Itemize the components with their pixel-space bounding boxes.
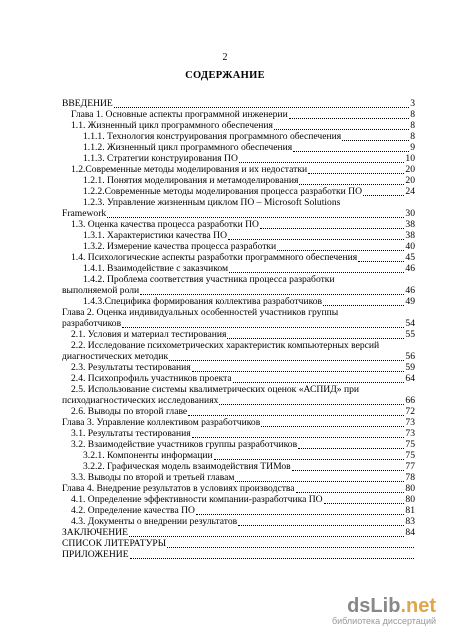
- toc-leader-dots: [239, 154, 405, 163]
- toc-entry: [62, 462, 415, 473]
- toc-entry-label: 1.1.3. Стратегии конструирования ПО: [83, 153, 238, 165]
- page-number: 2: [222, 52, 228, 63]
- toc-leader-dots: [192, 429, 405, 438]
- toc-entry-label: 2.6. Выводы по второй главе: [71, 405, 188, 417]
- toc-page-number: 49: [405, 295, 415, 307]
- toc-entry-label: 2.1. Условия и материал тестирования: [71, 328, 227, 340]
- toc-leader-dots: [107, 209, 404, 218]
- toc-page-number: 73: [405, 416, 415, 428]
- toc-entry-text: 1.4.2. Проблема соответствия участника процесса разработки: [83, 273, 335, 285]
- toc-page-number: 3: [410, 98, 415, 110]
- toc-leader-dots: [274, 121, 409, 130]
- toc-entry-text: 1.2.3. Управление жизненным циклом ПО – Microsoft Solutions: [83, 197, 341, 208]
- toc-entry: [62, 506, 415, 517]
- toc-leader-dots: [296, 484, 405, 493]
- toc-entry-label: 3.2.1. Компоненты информации: [83, 449, 213, 461]
- toc-entry: [62, 484, 415, 495]
- toc-entry-label: 4.1. Определение эффективности компании-разработчика ПО: [71, 493, 323, 505]
- toc-entry-label: 3.2. Взаимодействие участников группы разработчиков: [71, 438, 298, 450]
- toc-entry: [62, 495, 415, 506]
- toc-entry-label: 1.3. Оценка качества процесса разработки ПО: [71, 219, 259, 230]
- toc-page-number: 20: [405, 175, 415, 187]
- watermark-logo-main: dsLib: [347, 595, 401, 617]
- toc-page-number: 73: [405, 427, 415, 439]
- toc-entry: [62, 396, 415, 407]
- toc-entry-label: 4.3. Документы о внедрении результатов: [71, 515, 238, 527]
- toc-entry: [62, 517, 415, 528]
- toc-entry-label: 1.2.1. Понятия моделирования и метамоделирования: [83, 175, 299, 187]
- toc-leader-dots: [167, 539, 414, 548]
- toc-entry: [62, 352, 415, 363]
- toc-entry-label: Глава 1. Основные аспекты программной инженерии: [71, 109, 288, 121]
- toc-entry-label: Глава 4. Внедрение результатов в условиях производства: [62, 482, 295, 494]
- toc-page-number: 9: [410, 142, 415, 154]
- toc-page-number: 8: [410, 120, 415, 132]
- toc-entry-text: 2.5. Использование системы квалиметрических оценок «АСПИД» при: [71, 383, 360, 395]
- toc-leader-dots: [235, 473, 404, 482]
- toc-leader-dots: [308, 165, 404, 174]
- toc-entry-label: выполняемой роли: [62, 284, 140, 296]
- toc-page-number: 30: [405, 208, 415, 219]
- toc-entry-label: 1.1. Жизненный цикл программного обеспечения: [71, 120, 273, 132]
- toc-leader-dots: [130, 550, 414, 559]
- toc-entry: [62, 550, 415, 561]
- toc-leader-dots: [196, 506, 404, 515]
- table-of-contents: [62, 99, 415, 561]
- toc-page-number: 72: [405, 405, 415, 417]
- toc-entry-label: психодиагностических исследованиях: [62, 394, 219, 406]
- toc-leader-dots: [229, 264, 404, 273]
- toc-page-number: 38: [405, 230, 415, 241]
- toc-page-number: 20: [405, 164, 415, 176]
- toc-leader-dots: [192, 363, 405, 372]
- toc-page-number: 84: [405, 526, 415, 538]
- toc-page-number: 75: [405, 449, 415, 461]
- toc-leader-dots: [261, 418, 404, 427]
- toc-entry-label: 3.1. Результаты тестирования: [71, 427, 191, 439]
- watermark-subtitle: библиотека диссертаций: [331, 616, 436, 626]
- toc-entry: [62, 473, 415, 484]
- toc-page-number: 81: [405, 504, 415, 516]
- toc-page-number: 24: [405, 186, 415, 198]
- toc-entry: [62, 429, 415, 440]
- toc-page-number: 80: [405, 482, 415, 494]
- toc-entry-label: 1.4.3.Специфика формирования коллектива разработчиков: [83, 295, 323, 307]
- toc-page-number: 8: [410, 131, 415, 143]
- toc-entry-label: Глава 3. Управление коллективом разработчиков: [62, 416, 261, 428]
- toc-leader-dots: [299, 176, 404, 185]
- toc-leader-dots: [298, 440, 404, 449]
- toc-page-number: 56: [405, 350, 415, 362]
- toc-page-number: 59: [405, 361, 415, 373]
- toc-entry: [62, 363, 415, 374]
- toc-page-number: 10: [405, 153, 415, 165]
- toc-page-number: 55: [405, 328, 415, 340]
- toc-page-number: 78: [405, 471, 415, 483]
- toc-entry-label: 1.1.1. Технология конструирования программного обеспечения: [83, 131, 342, 143]
- toc-entry-label: ЗАКЛЮЧЕНИЕ: [62, 526, 128, 538]
- toc-page-number: 46: [405, 263, 415, 274]
- toc-leader-dots: [188, 407, 404, 416]
- watermark-logo-accent: .net: [400, 595, 436, 617]
- toc-entry-label: 3.2.2. Графическая модель взаимодействия ТИМов: [83, 460, 291, 472]
- toc-leader-dots: [277, 242, 404, 251]
- toc-page-number: 8: [410, 109, 415, 121]
- page-title: СОДЕРЖАНИЕ: [185, 70, 265, 81]
- toc-entry-label: 1.2.Современные методы моделирования и их недостатки: [71, 164, 308, 176]
- toc-entry-label: разработчиков: [62, 317, 122, 329]
- toc-entry-label: ПРИЛОЖЕНИЕ: [62, 548, 129, 560]
- watermark-logo: [332, 596, 436, 626]
- toc-leader-dots: [293, 143, 409, 152]
- toc-page-number: 80: [405, 493, 415, 505]
- toc-leader-dots: [219, 396, 404, 405]
- toc-entry-label: 1.3.1. Характеристики качества ПО: [83, 230, 227, 241]
- toc-page-number: 40: [405, 241, 415, 252]
- toc-entry: [62, 451, 415, 462]
- toc-leader-dots: [140, 286, 404, 295]
- toc-entry-label: 1.2.2.Современные методы моделирования процесса разработки ПО: [83, 186, 363, 198]
- toc-leader-dots: [238, 517, 404, 526]
- toc-entry-text: 2.2. Исследование психометрических характеристик компьютерных версий: [71, 339, 380, 351]
- toc-entry-label: Framework: [62, 208, 107, 219]
- toc-entry-label: 2.3. Результаты тестирования: [71, 361, 191, 373]
- toc-leader-dots: [228, 231, 404, 240]
- toc-entry-label: СПИСОК ЛИТЕРАТУРЫ: [62, 537, 167, 549]
- toc-leader-dots: [129, 528, 404, 537]
- toc-page-number: 54: [405, 317, 415, 329]
- toc-entry: [62, 528, 415, 539]
- toc-entry-text: Глава 2. Оценка индивидуальных особенностей участников группы: [62, 306, 339, 318]
- toc-entry-label: 1.1.2. Жизненный цикл программного обеспечения: [83, 142, 293, 154]
- toc-page-number: 45: [405, 252, 415, 263]
- toc-entry: [62, 418, 415, 429]
- toc-leader-dots: [122, 319, 404, 328]
- toc-entry: [62, 374, 415, 385]
- toc-leader-dots: [227, 330, 404, 339]
- toc-entry-label: 1.4. Психологические аспекты разработки программного обеспечения: [71, 252, 358, 263]
- toc-entry-label: ВВЕДЕНИЕ: [62, 98, 113, 110]
- toc-entry: [62, 407, 415, 418]
- toc-page-number: 77: [405, 460, 415, 472]
- toc-page-number: 64: [405, 372, 415, 384]
- toc-page-number: 66: [405, 394, 415, 406]
- toc-entry-label: диагностических методик: [62, 350, 169, 362]
- toc-leader-dots: [363, 187, 404, 196]
- toc-leader-dots: [323, 297, 404, 306]
- toc-entry-label: 4.2. Определение качества ПО: [71, 504, 195, 516]
- toc-page-number: 75: [405, 438, 415, 450]
- toc-leader-dots: [169, 352, 404, 361]
- toc-leader-dots: [324, 495, 405, 504]
- toc-leader-dots: [233, 374, 405, 383]
- toc-leader-dots: [292, 462, 405, 471]
- toc-entry: [62, 539, 415, 550]
- toc-leader-dots: [214, 451, 405, 460]
- toc-leader-dots: [358, 253, 404, 262]
- toc-page-number: 46: [405, 284, 415, 296]
- toc-leader-dots: [342, 132, 409, 141]
- toc-entry-label: 2.4. Психопрофиль участников проекта: [71, 372, 232, 384]
- toc-page-number: 83: [405, 515, 415, 527]
- toc-entry-label: 1.4.1. Взаимодействие с заказчиком: [83, 263, 229, 274]
- toc-entry-label: 1.3.2. Измерение качества процесса разработки: [83, 241, 277, 252]
- toc-leader-dots: [260, 220, 404, 229]
- toc-leader-dots: [114, 99, 409, 108]
- toc-page-number: 38: [405, 219, 415, 230]
- toc-leader-dots: [289, 110, 410, 119]
- toc-entry: [62, 440, 415, 451]
- toc-entry-label: 3.3. Выводы по второй и третьей главам: [71, 471, 235, 483]
